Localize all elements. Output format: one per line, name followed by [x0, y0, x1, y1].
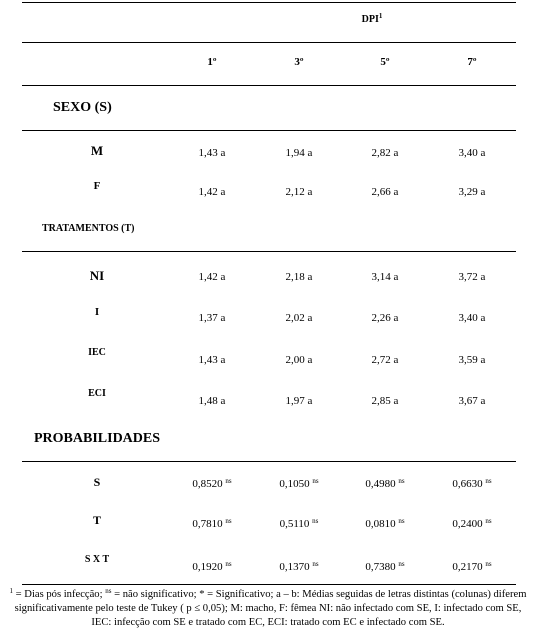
- cell-ni-1: 1,42 a: [198, 271, 226, 283]
- cell-sxt-3: 0,1370 $^{ns}$: [279, 560, 319, 573]
- day-header-7: 7º: [467, 56, 477, 68]
- section-sexo: SEXO (S): [53, 100, 112, 115]
- cell-i-3: 2,02 a: [285, 312, 313, 324]
- row-label-iec: IEC: [88, 347, 106, 358]
- cell-f-1: 1,42 a: [198, 186, 226, 198]
- day-header-5: 5º: [380, 56, 390, 68]
- day-header-3: 3º: [294, 56, 304, 68]
- cell-iec-1: 1,43 a: [198, 354, 226, 366]
- cell-m-1: 1,43 a: [198, 147, 226, 159]
- row-label-m: M: [90, 143, 104, 158]
- bottom-rule: [22, 584, 516, 585]
- cell-i-5: 2,26 a: [371, 312, 399, 324]
- section-tratamentos: TRATAMENTOS (T): [42, 223, 135, 234]
- row-label-t: T: [92, 513, 101, 527]
- cell-sxt-5: 0,7380 $^{ns}$: [365, 560, 405, 573]
- cell-s-5: 0,4980 $^{ns}$: [365, 477, 405, 490]
- trat-rule: [22, 251, 516, 252]
- cell-iec-3: 2,00 a: [285, 354, 313, 366]
- row-label-s: S: [93, 475, 101, 489]
- cell-i-1: 1,37 a: [198, 312, 226, 324]
- cell-ni-5: 3,14 a: [371, 271, 399, 283]
- cell-sxt-7: 0,2170 $^{ns}$: [452, 560, 492, 573]
- cell-sxt-1: 0,1920 $^{ns}$: [192, 560, 232, 573]
- cell-ni-3: 2,18 a: [285, 271, 313, 283]
- row-label-sxt: S X T: [84, 554, 110, 565]
- cell-t-3: 0,5110 $^{ns}$: [279, 517, 319, 530]
- cell-eci-1: 1,48 a: [198, 395, 226, 407]
- days-rule: [22, 85, 516, 86]
- dpi-rule: [22, 42, 516, 43]
- cell-ni-7: 3,72 a: [458, 271, 486, 283]
- cell-t-7: 0,2400 $^{ns}$: [452, 517, 492, 530]
- day-header-1: 1º: [207, 56, 217, 68]
- cell-s-3: 0,1050 $^{ns}$: [279, 477, 319, 490]
- cell-t-1: 0,7810 $^{ns}$: [192, 517, 232, 530]
- cell-eci-5: 2,85 a: [371, 395, 399, 407]
- cell-eci-3: 1,97 a: [285, 395, 313, 407]
- top-rule: [22, 2, 516, 3]
- prob-rule: [22, 461, 516, 462]
- dpi-header: DPI$^1$: [361, 12, 383, 25]
- section-probabilidades: PROBABILIDADES: [34, 431, 161, 446]
- cell-f-7: 3,29 a: [458, 186, 486, 198]
- cell-m-5: 2,82 a: [371, 147, 399, 159]
- cell-s-1: 0,8520 $^{ns}$: [192, 477, 232, 490]
- cell-t-5: 0,0810 $^{ns}$: [365, 517, 405, 530]
- row-label-ni: NI: [89, 268, 105, 283]
- cell-eci-7: 3,67 a: [458, 395, 486, 407]
- row-label-i: I: [94, 306, 100, 318]
- cell-m-7: 3,40 a: [458, 147, 486, 159]
- cell-iec-5: 2,72 a: [371, 354, 399, 366]
- sexo-rule: [22, 130, 516, 131]
- cell-m-3: 1,94 a: [285, 147, 313, 159]
- cell-iec-7: 3,59 a: [458, 354, 486, 366]
- table-footnote: $^1$ = Dias pós infecção; $^{ns}$ = não significativo; * = Significativo; a – b: Médias seguidas de letras distintas (colunas) diferem significativamente pelo teste de Tukey ( p ≤ 0,05); M: macho, F: fêmea NI: não infectado com SE, I: infectado com SE, IEC: infecção com SE e tratado com EC, ECI: tratado com EC e infectado com SE.: [9, 587, 527, 628]
- cell-f-5: 2,66 a: [371, 186, 399, 198]
- row-label-eci: ECI: [88, 388, 106, 399]
- cell-s-7: 0,6630 $^{ns}$: [452, 477, 492, 490]
- row-label-f: F: [93, 180, 101, 192]
- cell-f-3: 2,12 a: [285, 186, 313, 198]
- cell-i-7: 3,40 a: [458, 312, 486, 324]
